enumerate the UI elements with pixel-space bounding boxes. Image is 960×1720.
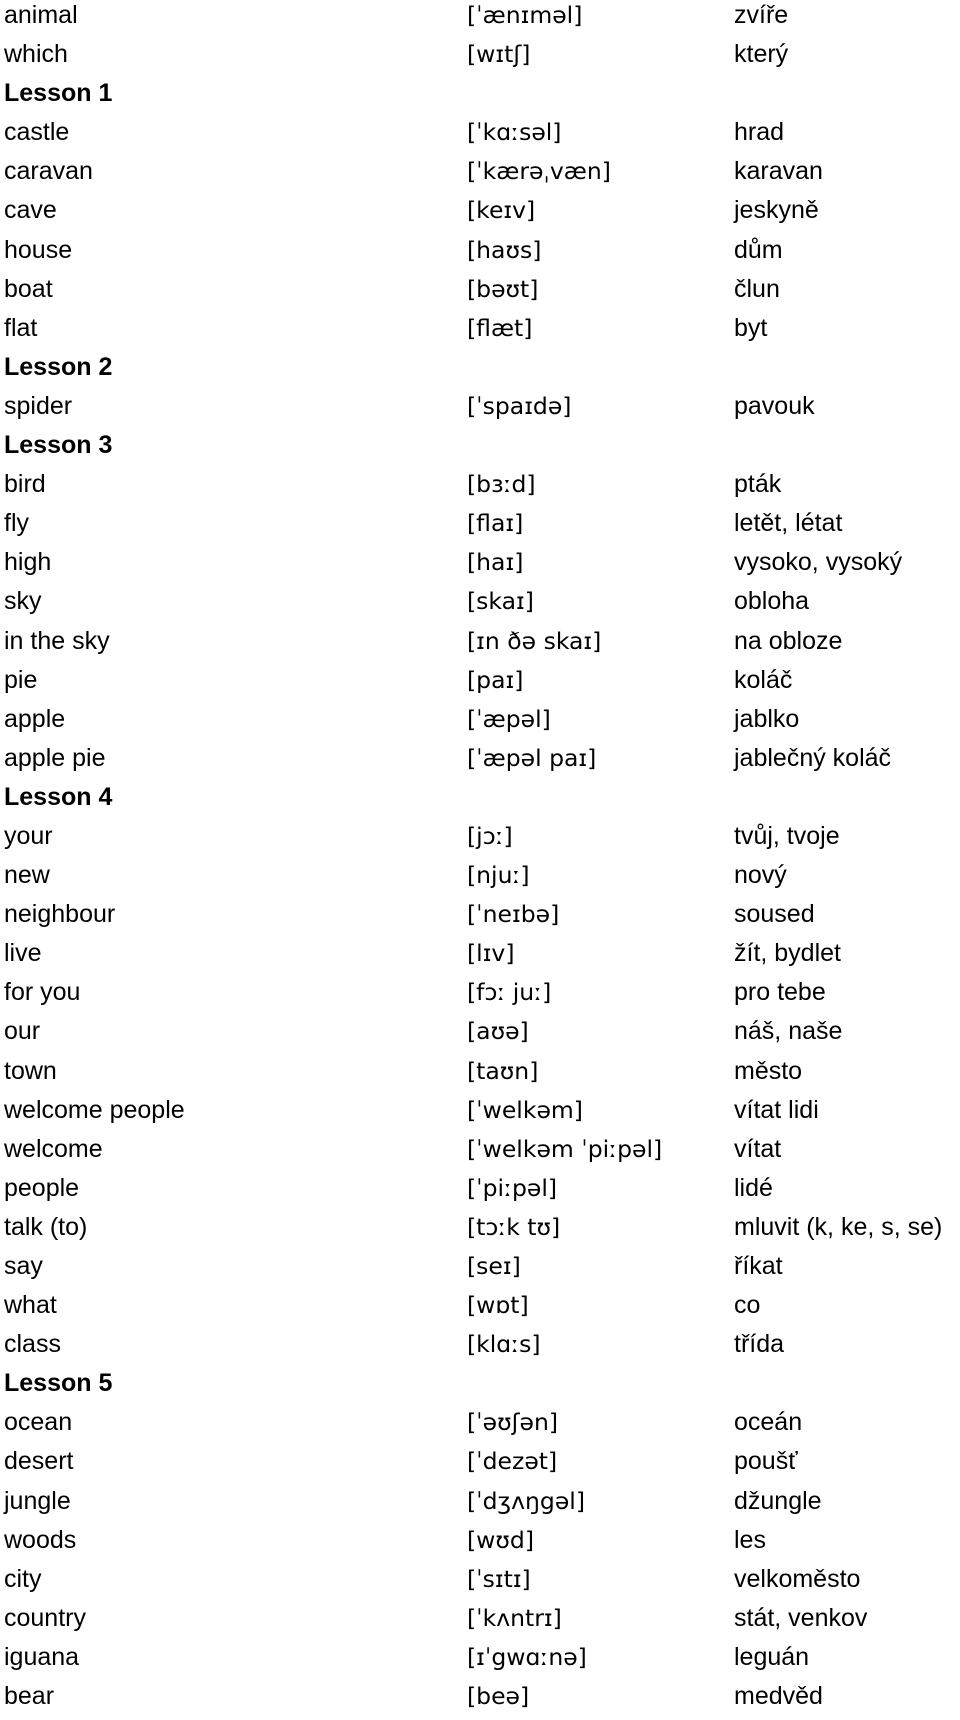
czech-translation: medvěd — [734, 1682, 823, 1711]
vocab-row — [0, 977, 960, 1016]
pronunciation: [skaɪ] — [467, 587, 534, 616]
pronunciation: [flaɪ] — [467, 509, 524, 538]
vocab-row — [0, 1446, 960, 1485]
pronunciation: [ɪn ðə skaɪ] — [467, 626, 602, 655]
english-word: pie — [4, 665, 38, 694]
english-word: bear — [4, 1682, 55, 1711]
czech-translation: džungle — [734, 1486, 822, 1515]
czech-translation: žít, bydlet — [734, 939, 841, 968]
czech-translation: karavan — [734, 157, 823, 186]
english-word: apple — [4, 704, 66, 733]
lesson-heading: Lesson 3 — [4, 431, 113, 460]
czech-translation: les — [734, 1525, 766, 1554]
english-word: flat — [4, 313, 38, 342]
pronunciation: [paɪ] — [467, 665, 524, 694]
czech-translation: nový — [734, 861, 787, 890]
pronunciation: [ˈæpəl] — [467, 704, 551, 733]
english-word: iguana — [4, 1642, 80, 1671]
vocab-row — [0, 117, 960, 156]
czech-translation: jablečný koláč — [734, 743, 892, 772]
czech-translation: pavouk — [734, 391, 815, 420]
english-word: live — [4, 939, 42, 968]
pronunciation: [ˈkɑːsəl] — [467, 118, 562, 147]
czech-translation: velkoměsto — [734, 1564, 861, 1593]
vocab-row — [0, 1095, 960, 1134]
english-word: caravan — [4, 157, 93, 186]
czech-translation: letět, létat — [734, 509, 843, 538]
czech-translation: mluvit (k, ke, s, se) — [734, 1212, 943, 1241]
pronunciation: [lɪv] — [467, 939, 515, 968]
vocab-row — [0, 156, 960, 195]
lesson-heading: Lesson 5 — [4, 1369, 113, 1398]
pronunciation: [ˈænɪməl] — [467, 1, 583, 29]
pronunciation: [ˈwelkəm] — [467, 1095, 583, 1124]
vocab-row — [0, 313, 960, 352]
czech-translation: pták — [734, 470, 782, 499]
english-word: spider — [4, 391, 73, 420]
english-word: our — [4, 1017, 41, 1046]
czech-translation: byt — [734, 313, 768, 342]
pronunciation: [ˈæpəl paɪ] — [467, 743, 597, 772]
vocab-row — [0, 586, 960, 625]
pronunciation: [aʊə] — [467, 1017, 529, 1046]
vocab-row — [0, 1642, 960, 1681]
vocab-row — [0, 469, 960, 508]
czech-translation: oceán — [734, 1408, 803, 1437]
vocab-row — [0, 391, 960, 430]
czech-translation: poušť — [734, 1447, 798, 1476]
vocab-row — [0, 626, 960, 665]
pronunciation: [jɔː] — [467, 821, 513, 850]
pronunciation: [keɪv] — [467, 196, 536, 225]
vocab-row — [0, 1290, 960, 1329]
pronunciation: [wʊd] — [467, 1525, 534, 1554]
english-word: your — [4, 821, 53, 850]
vocab-row — [0, 1173, 960, 1212]
english-word: bird — [4, 470, 46, 499]
lesson-heading-row — [0, 430, 960, 469]
pronunciation: [wɒt] — [467, 1291, 529, 1320]
english-word: fly — [4, 509, 29, 538]
vocab-row — [0, 1329, 960, 1368]
czech-translation: dům — [734, 235, 783, 264]
vocab-row — [0, 1407, 960, 1446]
english-word: city — [4, 1564, 42, 1593]
english-word: woods — [4, 1525, 77, 1554]
pronunciation: [ˈneɪbə] — [467, 900, 560, 929]
lesson-heading-row — [0, 78, 960, 117]
czech-translation: jablko — [734, 704, 800, 733]
czech-translation: říkat — [734, 1252, 783, 1280]
czech-translation: pro tebe — [734, 978, 826, 1007]
english-word: what — [4, 1291, 57, 1320]
czech-translation: člun — [734, 274, 780, 303]
lesson-heading: Lesson 1 — [4, 79, 113, 108]
pronunciation: [ˈkærəˌvæn] — [467, 157, 611, 186]
czech-translation: obloha — [734, 587, 810, 616]
vocab-row — [0, 235, 960, 274]
english-word: for you — [4, 978, 81, 1007]
english-word: town — [4, 1056, 57, 1085]
czech-translation: leguán — [734, 1642, 810, 1671]
vocab-row — [0, 1564, 960, 1603]
czech-translation: na obloze — [734, 626, 843, 655]
lesson-heading-row — [0, 1368, 960, 1407]
czech-translation: stát, venkov — [734, 1603, 868, 1632]
lesson-heading-row — [0, 782, 960, 821]
english-word: jungle — [4, 1486, 71, 1515]
czech-translation: vítat lidi — [734, 1095, 819, 1124]
czech-translation: zvíře — [734, 1, 789, 29]
english-word: which — [4, 40, 68, 69]
czech-translation: tvůj, tvoje — [734, 821, 840, 850]
english-word: cave — [4, 196, 57, 225]
vocab-row — [0, 938, 960, 977]
vocab-row — [0, 1603, 960, 1642]
pronunciation: [haʊs] — [467, 235, 542, 264]
pronunciation: [ˈdezət] — [467, 1447, 558, 1476]
english-word: welcome — [4, 1134, 103, 1163]
vocab-row — [0, 899, 960, 938]
pronunciation: [ˈsɪtɪ] — [467, 1564, 531, 1593]
vocab-row — [0, 0, 960, 39]
pronunciation: [ˈspaɪdə] — [467, 391, 572, 420]
english-word: sky — [4, 587, 42, 616]
pronunciation: [ˈpiːpəl] — [467, 1173, 558, 1202]
pronunciation: [wɪtʃ] — [467, 40, 531, 69]
pronunciation: [ˈwelkəm ˈpiːpəl] — [467, 1134, 663, 1163]
pronunciation: [ˈkʌntrɪ] — [467, 1603, 562, 1632]
vocab-row — [0, 1681, 960, 1720]
pronunciation: [fɔː juː] — [467, 978, 552, 1007]
vocab-row — [0, 1212, 960, 1251]
vocab-row — [0, 547, 960, 586]
pronunciation: [taʊn] — [467, 1056, 539, 1085]
english-word: new — [4, 861, 50, 890]
english-word: high — [4, 548, 52, 577]
czech-translation: město — [734, 1056, 803, 1085]
czech-translation: náš, naše — [734, 1017, 843, 1046]
czech-translation: vysoko, vysoký — [734, 548, 903, 577]
lesson-heading: Lesson 2 — [4, 352, 113, 381]
czech-translation: hrad — [734, 118, 785, 147]
pronunciation: [ˈdʒʌŋgəl] — [467, 1486, 585, 1515]
czech-translation: co — [734, 1291, 761, 1320]
english-word: ocean — [4, 1408, 73, 1437]
english-word: animal — [4, 1, 78, 29]
pronunciation: [seɪ] — [467, 1252, 521, 1280]
vocab-row — [0, 195, 960, 234]
vocab-row — [0, 508, 960, 547]
english-word: say — [4, 1252, 43, 1280]
pronunciation: [bəʊt] — [467, 274, 539, 303]
pronunciation: [tɔːk tʊ] — [467, 1212, 561, 1241]
english-word: apple pie — [4, 743, 106, 772]
vocab-row — [0, 274, 960, 313]
vocab-row — [0, 1486, 960, 1525]
czech-translation: soused — [734, 900, 815, 929]
vocab-row — [0, 1016, 960, 1055]
lesson-heading-row — [0, 352, 960, 391]
vocab-row — [0, 1251, 960, 1290]
english-word: country — [4, 1603, 86, 1632]
english-word: in the sky — [4, 626, 110, 655]
english-word: talk (to) — [4, 1212, 88, 1241]
vocab-row — [0, 1525, 960, 1564]
english-word: castle — [4, 118, 70, 147]
czech-translation: vítat — [734, 1134, 782, 1163]
vocab-row — [0, 704, 960, 743]
pronunciation: [flæt] — [467, 313, 533, 342]
english-word: boat — [4, 274, 53, 303]
english-word: class — [4, 1330, 61, 1359]
vocab-row — [0, 743, 960, 782]
english-word: house — [4, 235, 73, 264]
pronunciation: [ɪˈgwɑːnə] — [467, 1642, 587, 1671]
english-word: welcome people — [4, 1095, 185, 1124]
pronunciation: [klɑːs] — [467, 1330, 541, 1359]
pronunciation: [njuː] — [467, 861, 530, 890]
lesson-heading: Lesson 4 — [4, 782, 113, 811]
czech-translation: třída — [734, 1330, 785, 1359]
vocab-row — [0, 860, 960, 899]
vocab-row — [0, 39, 960, 78]
vocab-row — [0, 821, 960, 860]
pronunciation: [ˈəʊʃən] — [467, 1408, 559, 1437]
czech-translation: lidé — [734, 1173, 773, 1202]
vocab-row — [0, 1134, 960, 1173]
pronunciation: [beə] — [467, 1682, 530, 1711]
english-word: people — [4, 1173, 80, 1202]
czech-translation: který — [734, 40, 789, 69]
vocab-row — [0, 665, 960, 704]
pronunciation: [haɪ] — [467, 548, 524, 577]
czech-translation: koláč — [734, 665, 793, 694]
english-word: desert — [4, 1447, 74, 1476]
czech-translation: jeskyně — [734, 196, 819, 225]
pronunciation: [bɜːd] — [467, 470, 536, 499]
vocab-row — [0, 1056, 960, 1095]
english-word: neighbour — [4, 900, 116, 929]
